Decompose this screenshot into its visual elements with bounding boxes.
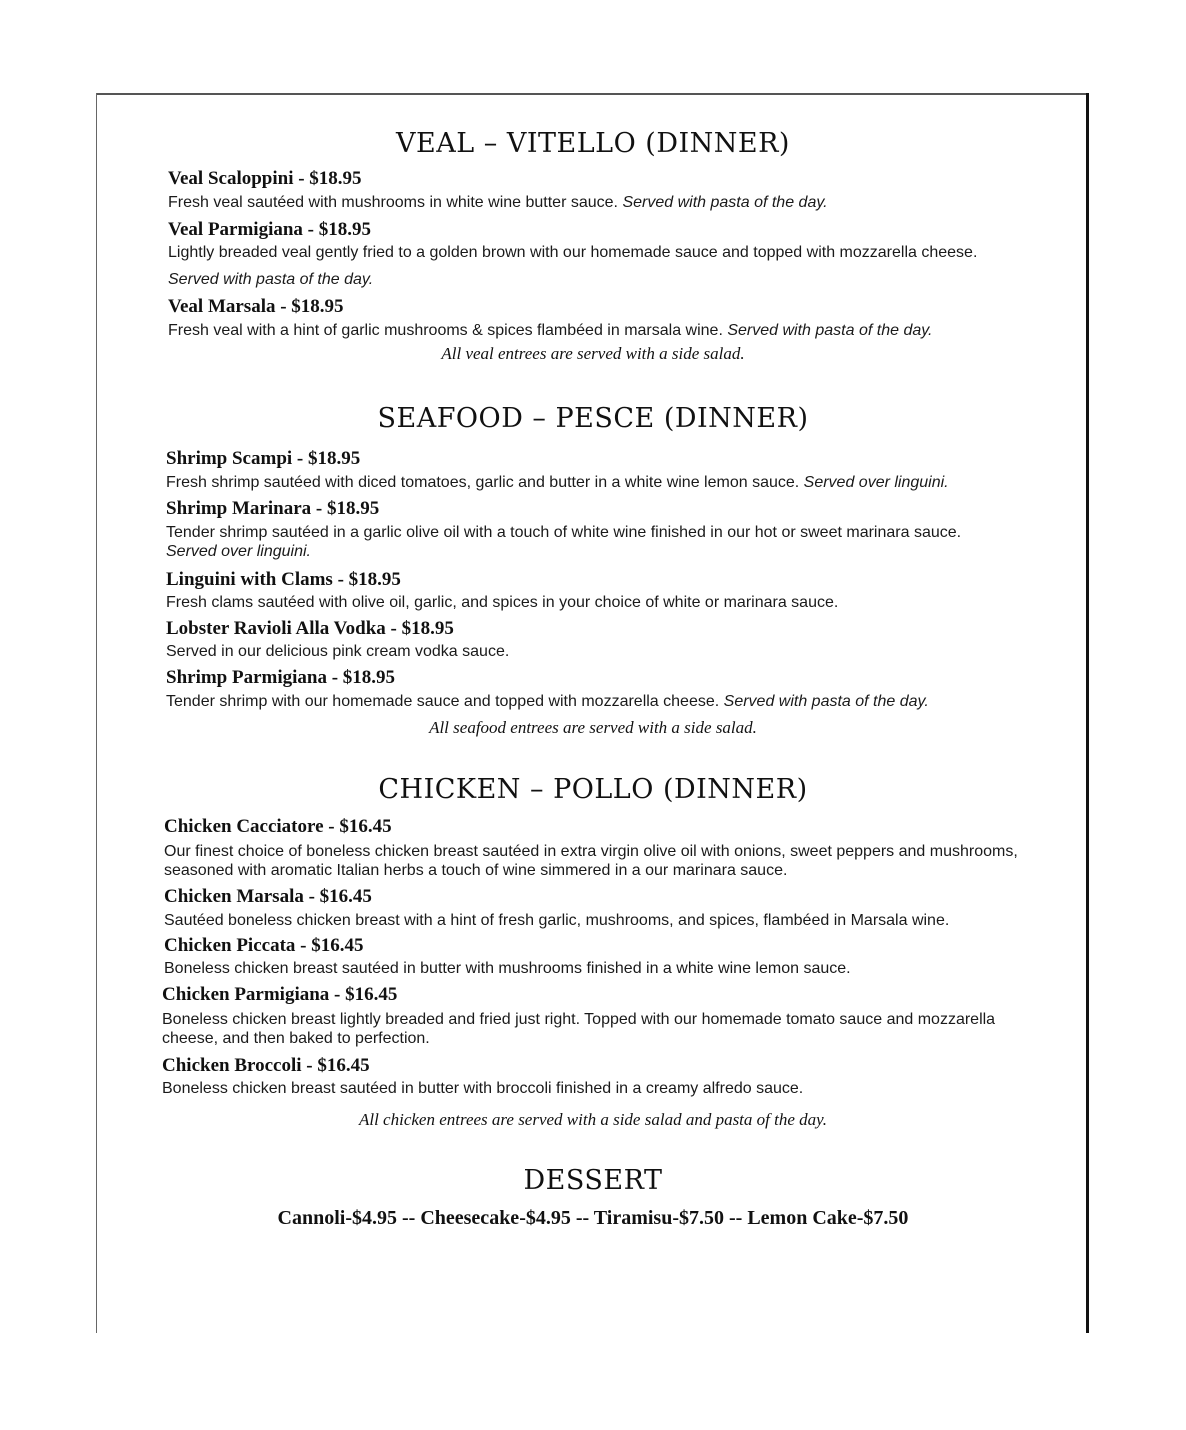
dessert-items-line: Cannoli-$4.95 -- Cheesecake-$4.95 -- Tiramisu-$7.50 -- Lemon Cake-$7.50 [277,1207,909,1229]
page-border-right [1086,93,1089,1333]
seafood-item-3-name: Linguini with Clams - $18.95 [166,569,401,590]
seafood-note: All seafood entrees are served with a side salad. [429,718,757,737]
veal-item-3-desc: Fresh veal with a hint of garlic mushrooms & spices flambéed in marsala wine. Served with pasta of the day. [168,322,933,339]
chicken-item-4-name: Chicken Parmigiana - $16.45 [162,984,398,1005]
chicken-item-5-name: Chicken Broccoli - $16.45 [162,1055,370,1076]
veal-item-2-name: Veal Parmigiana - $18.95 [168,219,372,240]
seafood-item-2-name: Shrimp Marinara - $18.95 [166,498,380,519]
seafood-item-5-desc: Tender shrimp with our homemade sauce and topped with mozzarella cheese. Served with pasta of the day. [166,693,929,710]
seafood-item-4-name: Lobster Ravioli Alla Vodka - $18.95 [166,618,454,639]
seafood-item-3-desc: Fresh clams sautéed with olive oil, garlic, and spices in your choice of white or marinara sauce. [166,594,839,611]
chicken-item-4-desc: Boneless chicken breast lightly breaded and fried just right. Topped with our homemade tomato sauce and mozzarella cheese, and then baked to perfection. [162,1011,996,1047]
veal-note: All veal entrees are served with a side salad. [441,344,745,363]
chicken-note: All chicken entrees are served with a side salad and pasta of the day. [358,1110,828,1129]
seafood-item-1-name: Shrimp Scampi - $18.95 [166,448,361,469]
veal-item-1-name: Veal Scaloppini - $18.95 [168,168,362,189]
dessert-section-title: DESSERT [523,1165,663,1196]
chicken-item-3-desc: Boneless chicken breast sautéed in butter with mushrooms finished in a white wine lemon sauce. [164,960,851,977]
seafood-item-2-desc: Tender shrimp sautéed in a garlic olive oil with a touch of white wine finished in our hot or sweet marinara sauce. Served over linguini. [166,524,962,560]
chicken-item-1-desc: Our finest choice of boneless chicken breast sautéed in extra virgin olive oil with onions, sweet peppers and mushrooms, seasoned with aromatic Italian herbs a touch of wine simmered in a our marinara sauce. [164,843,1018,879]
veal-section-title: VEAL – VITELLO (DINNER) [396,128,790,159]
page-border-left [96,93,97,1333]
veal-item-2-desc: Lightly breaded veal gently fried to a golden brown with our homemade sauce and topped with mozzarella cheese. Served with pasta of the day. [168,244,978,288]
seafood-section-title: SEAFOOD – PESCE (DINNER) [377,403,809,434]
veal-item-1-desc: Fresh veal sautéed with mushrooms in white wine butter sauce. Served with pasta of the day. [168,194,828,211]
chicken-item-5-desc: Boneless chicken breast sautéed in butter with broccoli finished in a creamy alfredo sauce. [162,1080,804,1097]
chicken-item-1-name: Chicken Cacciatore - $16.45 [164,816,392,837]
chicken-section-title: CHICKEN – POLLO (DINNER) [378,774,808,805]
seafood-item-4-desc: Served in our delicious pink cream vodka sauce. [166,643,510,660]
chicken-item-2-name: Chicken Marsala - $16.45 [164,886,372,907]
chicken-item-3-name: Chicken Piccata - $16.45 [164,935,364,956]
seafood-item-5-name: Shrimp Parmigiana - $18.95 [166,667,396,688]
chicken-item-2-desc: Sautéed boneless chicken breast with a hint of fresh garlic, mushrooms, and spices, flambéed in Marsala wine. [164,912,950,929]
seafood-item-1-desc: Fresh shrimp sautéed with diced tomatoes, garlic and butter in a white wine lemon sauce. Served over linguini. [166,474,949,491]
veal-item-3-name: Veal Marsala - $18.95 [168,296,344,317]
page-border-top [96,93,1088,95]
